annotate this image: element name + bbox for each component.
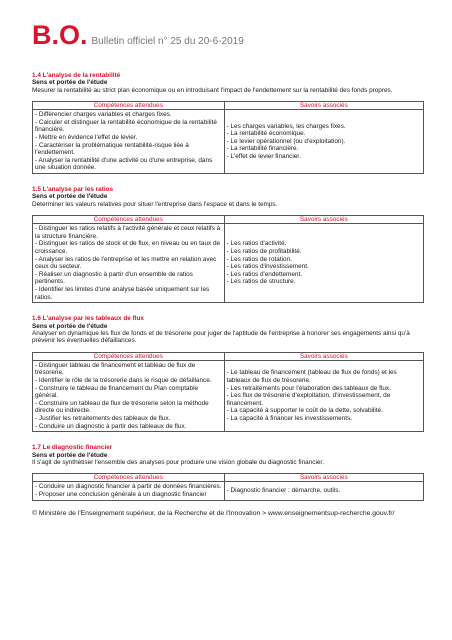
section-diagnostic (32, 444, 424, 500)
competences-cell (33, 224, 225, 303)
section-text: Il s'agit de synthétiser l'ensemble des analyses pour produire une vision globale du diagnostic financier. (32, 458, 324, 466)
section-rentabilite (32, 72, 424, 174)
competence-item: - Distinguer tableau de financement et tableau de flux de trésorerie. (35, 361, 196, 377)
section-subtitle: Sens et portée de l'étude (32, 79, 108, 87)
document-page (32, 22, 424, 518)
savoir-item: - Les ratios d'endettement. (226, 270, 303, 278)
competence-item: - Analyser les ratios de l'entreprise et les mettre en relation avec ceux du secteur. (35, 255, 217, 271)
savoirs-header: Savoirs associés (224, 352, 423, 360)
section-tableaux-flux (32, 315, 424, 432)
section-title: 1.5 L'analyse par les ratios (32, 185, 114, 193)
savoirs-cell (224, 110, 423, 174)
section-subtitle: Sens et portée de l'étude (32, 451, 108, 459)
competences-cell (33, 482, 225, 500)
savoir-item: - Les ratios de profitabilité. (226, 247, 302, 255)
competence-item: - Réaliser un diagnostic à partir d'un ensemble de ratios pertinents. (35, 270, 193, 286)
section-text: Mesurer la rentabilité au strict plan économique ou en introduisant l'impact de l'endettement sur la rentabilité des fonds propres. (32, 86, 393, 94)
competence-item: - Identifier les limites d'une analyse basée uniquement sur les ratios. (35, 285, 210, 301)
section-subtitle: Sens et portée de l'étude (32, 322, 108, 330)
competences-table (32, 473, 424, 500)
bulletin-title: Bulletin officiel n° 25 du 20-6-2019 (91, 36, 244, 47)
savoir-item: - Les charges variables, les charges fixes. (226, 122, 346, 130)
competences-table (32, 101, 424, 174)
competence-item: - Distinguer les ratios relatifs à l'activité générale et ceux relatifs à la structure financière. (35, 225, 221, 240)
competences-cell (33, 360, 225, 431)
competence-item: - Construire un tableau de flux de trésorerie selon la méthode directe ou indirecte. (35, 399, 209, 415)
competences-header: Compétences attendues (33, 102, 225, 110)
savoir-item: - Le tableau de financement (tableau de flux de fonds) et les tableaux de flux de trésorerie. (226, 369, 397, 384)
savoir-item: - L'effet de levier financier. (226, 152, 301, 160)
competences-cell (33, 110, 225, 174)
section-title: 1.6 L'analyse par les tableaux de flux (32, 315, 144, 323)
competence-item: - Construire le tableau de financement du Plan comptable général. (35, 384, 199, 400)
competences-table (32, 352, 424, 432)
savoirs-cell (224, 224, 423, 303)
section-ratios (32, 186, 424, 303)
section-title: 1.4 L'analyse de la rentabilité (32, 72, 121, 79)
section-title: 1.7 Le diagnostic financier (32, 444, 113, 452)
bo-logo: B.O. (32, 20, 88, 50)
savoir-item: - La rentabilité financière. (226, 145, 299, 153)
savoir-item: - La capacité à financer les investissements. (226, 414, 352, 422)
section-text: Analyser en dynamique les flux de fonds et de trésorerie pour juger de l'aptitude de l'entreprise à honorer ses engagements ainsi qu'à prévenir les éventuelles défaillances. (32, 329, 410, 345)
footer-copyright: © Ministère de l'Enseignement supérieur, de la Recherche et de l'Innovation > www.enseignementsup-recherche.gouv.fr/ (32, 509, 395, 517)
savoir-item: - Les ratios d'activité. (226, 240, 287, 248)
savoirs-cell (224, 482, 423, 500)
competence-item: - Calculer et distinguer la rentabilité économique de la rentabilité financière. (35, 118, 217, 134)
savoirs-header: Savoirs associés (224, 102, 423, 110)
savoir-item: - Les ratios de structure. (226, 278, 296, 286)
savoir-item: - Les ratios de rotation. (226, 255, 292, 263)
competences-header: Compétences attendues (33, 216, 225, 224)
savoirs-header: Savoirs associés (224, 474, 423, 482)
competence-item: - Identifier le rôle de la trésorerie dans le risque de défaillance. (35, 376, 212, 384)
competence-item: - Analyser la rentabilité d'une activité ou d'une entreprise, dans une situation donnée. (35, 156, 213, 172)
savoir-item: - Diagnostic financier : démarche, outils. (226, 487, 341, 495)
competences-header: Compétences attendues (33, 474, 225, 482)
savoir-item: - Les ratios d'investissement. (226, 263, 309, 271)
savoir-item: - Le levier opérationnel (ou d'exploitation). (226, 137, 346, 145)
savoirs-header: Savoirs associés (224, 216, 423, 224)
section-text: Déterminer les valeurs relatives pour situer l'entreprise dans l'espace et dans le temps. (32, 200, 278, 208)
competence-item: - Mettre en évidence l'effet de levier. (35, 134, 138, 141)
competence-item: - Proposer une conclusion générale à un diagnostic financier (35, 490, 207, 498)
savoir-item: - La capacité à supporter le coût de la dette, solvabilité. (226, 407, 383, 415)
bulletin-header (32, 22, 424, 52)
competences-table (32, 215, 424, 303)
savoir-item: - Les retraitements pour l'élaboration des tableaux de flux. (226, 384, 391, 392)
savoir-item: - La rentabilité économique. (226, 130, 306, 138)
competence-item: - Conduire un diagnostic à partir des tableaux de flux. (35, 422, 187, 430)
competence-item: - Justifier les retraitements des tableaux de flux. (35, 414, 171, 422)
competence-item: - Caractériser la problématique rentabilité-risque liée à l'endettement. (35, 141, 189, 157)
competence-item: - Conduire un diagnostic financier à partir de données financières. (35, 483, 222, 491)
savoir-item: - Les flux de trésorerie d'exploitation, d'investissement, de financement. (226, 392, 391, 407)
savoirs-cell (224, 360, 423, 431)
competence-item: - Distinguer les ratios de stock et de flux, en niveau ou en taux de croissance. (35, 240, 221, 255)
competences-header: Compétences attendues (33, 352, 225, 360)
section-subtitle: Sens et portée de l'étude (32, 193, 108, 201)
competence-item: - Différencier charges variables et charges fixes. (35, 111, 172, 119)
